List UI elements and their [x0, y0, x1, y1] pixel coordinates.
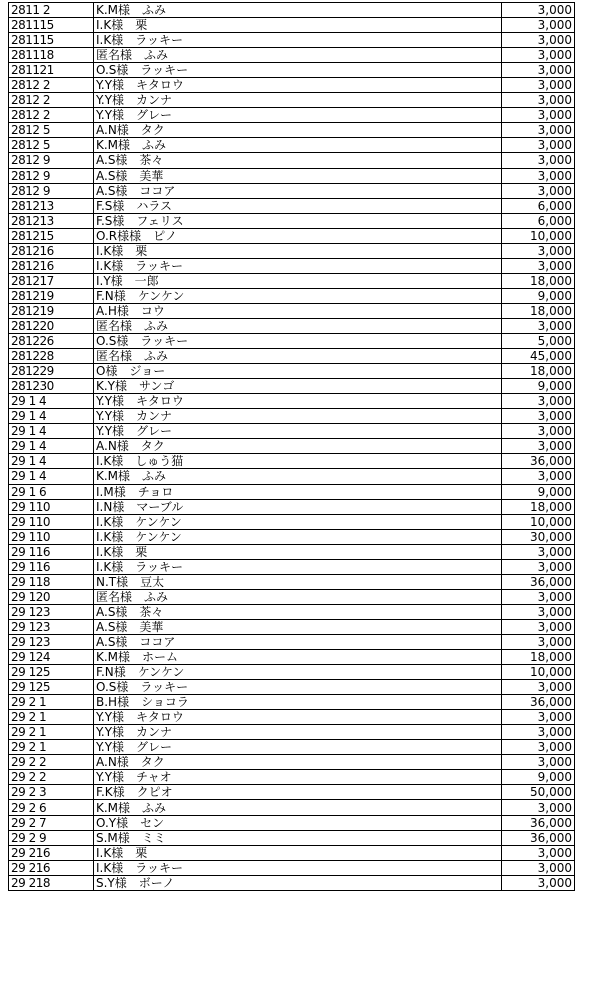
amount-cell: 36,000 [502, 454, 575, 469]
amount-cell: 3,000 [502, 755, 575, 770]
date-cell: 29 1 4 [9, 424, 94, 439]
table-row [9, 604, 575, 619]
table-row [9, 529, 575, 544]
name-cell: I.K様 ケンケン [94, 529, 502, 544]
amount-cell: 36,000 [502, 830, 575, 845]
table-row [9, 499, 575, 514]
amount-cell: 3,000 [502, 33, 575, 48]
date-cell: 281215 [9, 228, 94, 243]
date-cell: 29 123 [9, 634, 94, 649]
table-row [9, 619, 575, 634]
date-cell: 29 2 1 [9, 725, 94, 740]
table-row [9, 680, 575, 695]
date-cell: 29 2 2 [9, 770, 94, 785]
name-cell: A.S様 美華 [94, 168, 502, 183]
name-cell: I.K様 ラッキー [94, 33, 502, 48]
date-cell: 281226 [9, 334, 94, 349]
table-row [9, 589, 575, 604]
amount-cell: 3,000 [502, 48, 575, 63]
table-row [9, 695, 575, 710]
amount-cell: 3,000 [502, 544, 575, 559]
date-cell: 29 125 [9, 680, 94, 695]
date-cell: 29 2 1 [9, 740, 94, 755]
date-cell: 2812 2 [9, 108, 94, 123]
amount-cell: 18,000 [502, 364, 575, 379]
date-cell: 29 110 [9, 499, 94, 514]
name-cell: 匿名様 ふみ [94, 48, 502, 63]
date-cell: 281213 [9, 213, 94, 228]
table-row [9, 123, 575, 138]
date-cell: 2812 2 [9, 93, 94, 108]
amount-cell: 3,000 [502, 424, 575, 439]
name-cell: I.K様 しゅう猫 [94, 454, 502, 469]
date-cell: 281230 [9, 379, 94, 394]
date-cell: 2812 5 [9, 138, 94, 153]
amount-cell: 3,000 [502, 439, 575, 454]
amount-cell: 3,000 [502, 619, 575, 634]
amount-cell: 6,000 [502, 198, 575, 213]
date-cell: 29 2 9 [9, 830, 94, 845]
amount-cell: 3,000 [502, 680, 575, 695]
table-row [9, 740, 575, 755]
table-row [9, 273, 575, 288]
amount-cell: 3,000 [502, 78, 575, 93]
amount-cell: 50,000 [502, 785, 575, 800]
date-cell: 29 116 [9, 544, 94, 559]
table-row [9, 860, 575, 875]
name-cell: O.R様様 ピノ [94, 228, 502, 243]
name-cell: F.N様 ケンケン [94, 288, 502, 303]
name-cell: A.S様 ココア [94, 634, 502, 649]
table-row [9, 710, 575, 725]
amount-cell: 18,000 [502, 303, 575, 318]
name-cell: I.K様 栗 [94, 544, 502, 559]
table-row [9, 409, 575, 424]
name-cell: A.S様 茶々 [94, 604, 502, 619]
amount-cell: 3,000 [502, 409, 575, 424]
name-cell: F.K様 クピオ [94, 785, 502, 800]
amount-cell: 3,000 [502, 153, 575, 168]
name-cell: O様 ジョー [94, 364, 502, 379]
amount-cell: 9,000 [502, 379, 575, 394]
table-row [9, 634, 575, 649]
table-row [9, 815, 575, 830]
table-row [9, 755, 575, 770]
amount-cell: 9,000 [502, 770, 575, 785]
date-cell: 281118 [9, 48, 94, 63]
name-cell: K.M様 ふみ [94, 138, 502, 153]
amount-cell: 3,000 [502, 604, 575, 619]
date-cell: 29 1 4 [9, 469, 94, 484]
date-cell: 29 110 [9, 529, 94, 544]
name-cell: O.Y様 セン [94, 815, 502, 830]
table-row [9, 875, 575, 890]
donation-table [8, 2, 575, 891]
table-row [9, 198, 575, 213]
amount-cell: 3,000 [502, 800, 575, 815]
name-cell: 匿名様 ふみ [94, 589, 502, 604]
name-cell: O.S様 ラッキー [94, 334, 502, 349]
amount-cell: 3,000 [502, 108, 575, 123]
amount-cell: 36,000 [502, 815, 575, 830]
date-cell: 281115 [9, 18, 94, 33]
date-cell: 29 218 [9, 875, 94, 890]
date-cell: 29 125 [9, 665, 94, 680]
date-cell: 29 2 1 [9, 710, 94, 725]
amount-cell: 3,000 [502, 243, 575, 258]
date-cell: 2812 9 [9, 168, 94, 183]
amount-cell: 3,000 [502, 740, 575, 755]
amount-cell: 5,000 [502, 334, 575, 349]
name-cell: A.S様 茶々 [94, 153, 502, 168]
amount-cell: 3,000 [502, 710, 575, 725]
amount-cell: 3,000 [502, 63, 575, 78]
name-cell: F.N様 ケンケン [94, 665, 502, 680]
table-row [9, 439, 575, 454]
name-cell: I.K様 栗 [94, 243, 502, 258]
amount-cell: 10,000 [502, 228, 575, 243]
date-cell: 29 2 3 [9, 785, 94, 800]
amount-cell: 3,000 [502, 559, 575, 574]
date-cell: 29 118 [9, 574, 94, 589]
table-row [9, 138, 575, 153]
table-row [9, 770, 575, 785]
table-row [9, 349, 575, 364]
date-cell: 281216 [9, 243, 94, 258]
date-cell: 29 2 7 [9, 815, 94, 830]
name-cell: Y.Y様 チャオ [94, 770, 502, 785]
amount-cell: 36,000 [502, 574, 575, 589]
date-cell: 281115 [9, 33, 94, 48]
name-cell: Y.Y様 グレー [94, 740, 502, 755]
table-row [9, 574, 575, 589]
date-cell: 29 2 6 [9, 800, 94, 815]
amount-cell: 3,000 [502, 845, 575, 860]
table-row [9, 725, 575, 740]
date-cell: 29 123 [9, 604, 94, 619]
table-row [9, 830, 575, 845]
name-cell: Y.Y様 カンナ [94, 409, 502, 424]
date-cell: 29 124 [9, 650, 94, 665]
date-cell: 281220 [9, 318, 94, 333]
table-row [9, 3, 575, 18]
table-row [9, 108, 575, 123]
amount-cell: 18,000 [502, 650, 575, 665]
date-cell: 29 1 4 [9, 409, 94, 424]
table-row [9, 424, 575, 439]
date-cell: 281217 [9, 273, 94, 288]
table-row [9, 650, 575, 665]
name-cell: A.S様 美華 [94, 619, 502, 634]
name-cell: K.M様 ふみ [94, 3, 502, 18]
name-cell: A.N様 タク [94, 439, 502, 454]
table-row [9, 544, 575, 559]
name-cell: I.Y様 一郎 [94, 273, 502, 288]
date-cell: 281219 [9, 288, 94, 303]
name-cell: N.T様 豆太 [94, 574, 502, 589]
table-row [9, 845, 575, 860]
table-row [9, 183, 575, 198]
name-cell: I.K様 栗 [94, 18, 502, 33]
name-cell: Y.Y様 カンナ [94, 725, 502, 740]
table-row [9, 800, 575, 815]
donation-table-body [9, 3, 575, 891]
amount-cell: 18,000 [502, 273, 575, 288]
table-row [9, 33, 575, 48]
amount-cell: 36,000 [502, 695, 575, 710]
name-cell: I.N様 マーブル [94, 499, 502, 514]
amount-cell: 3,000 [502, 394, 575, 409]
name-cell: Y.Y様 キタロウ [94, 710, 502, 725]
table-row [9, 213, 575, 228]
date-cell: 2811 2 [9, 3, 94, 18]
table-row [9, 63, 575, 78]
name-cell: 匿名様 ふみ [94, 318, 502, 333]
amount-cell: 3,000 [502, 168, 575, 183]
table-row [9, 153, 575, 168]
date-cell: 29 120 [9, 589, 94, 604]
date-cell: 29 2 1 [9, 695, 94, 710]
table-row [9, 665, 575, 680]
name-cell: O.S様 ラッキー [94, 680, 502, 695]
name-cell: I.K様 ラッキー [94, 559, 502, 574]
amount-cell: 3,000 [502, 318, 575, 333]
table-row [9, 288, 575, 303]
date-cell: 29 216 [9, 845, 94, 860]
table-row [9, 559, 575, 574]
amount-cell: 30,000 [502, 529, 575, 544]
name-cell: F.S様 ハラス [94, 198, 502, 213]
table-row [9, 454, 575, 469]
table-row [9, 168, 575, 183]
name-cell: Y.Y様 キタロウ [94, 394, 502, 409]
table-row [9, 394, 575, 409]
table-row [9, 18, 575, 33]
amount-cell: 3,000 [502, 860, 575, 875]
date-cell: 29 110 [9, 514, 94, 529]
name-cell: K.M様 ホーム [94, 650, 502, 665]
date-cell: 29 1 6 [9, 484, 94, 499]
name-cell: I.K様 栗 [94, 845, 502, 860]
table-row [9, 379, 575, 394]
amount-cell: 3,000 [502, 3, 575, 18]
amount-cell: 3,000 [502, 93, 575, 108]
name-cell: S.Y様 ボーノ [94, 875, 502, 890]
date-cell: 29 216 [9, 860, 94, 875]
date-cell: 29 2 2 [9, 755, 94, 770]
table-row [9, 78, 575, 93]
name-cell: I.K様 ラッキー [94, 860, 502, 875]
name-cell: Y.Y様 グレー [94, 108, 502, 123]
amount-cell: 3,000 [502, 18, 575, 33]
date-cell: 2812 9 [9, 183, 94, 198]
date-cell: 29 1 4 [9, 439, 94, 454]
table-row [9, 785, 575, 800]
date-cell: 29 116 [9, 559, 94, 574]
table-row [9, 484, 575, 499]
amount-cell: 3,000 [502, 725, 575, 740]
table-row [9, 318, 575, 333]
name-cell: A.S様 ココア [94, 183, 502, 198]
date-cell: 29 123 [9, 619, 94, 634]
name-cell: K.M様 ふみ [94, 800, 502, 815]
table-row [9, 334, 575, 349]
date-cell: 281213 [9, 198, 94, 213]
amount-cell: 3,000 [502, 875, 575, 890]
table-row [9, 258, 575, 273]
amount-cell: 45,000 [502, 349, 575, 364]
name-cell: O.S様 ラッキー [94, 63, 502, 78]
amount-cell: 3,000 [502, 634, 575, 649]
table-row [9, 514, 575, 529]
name-cell: Y.Y様 キタロウ [94, 78, 502, 93]
amount-cell: 9,000 [502, 288, 575, 303]
date-cell: 281216 [9, 258, 94, 273]
table-row [9, 469, 575, 484]
table-row [9, 228, 575, 243]
name-cell: 匿名様 ふみ [94, 349, 502, 364]
name-cell: I.M様 チョロ [94, 484, 502, 499]
table-row [9, 93, 575, 108]
name-cell: A.N様 タク [94, 123, 502, 138]
table-row [9, 303, 575, 318]
date-cell: 29 1 4 [9, 394, 94, 409]
date-cell: 2812 2 [9, 78, 94, 93]
date-cell: 281121 [9, 63, 94, 78]
name-cell: K.M様 ふみ [94, 469, 502, 484]
date-cell: 281229 [9, 364, 94, 379]
amount-cell: 3,000 [502, 258, 575, 273]
amount-cell: 18,000 [502, 499, 575, 514]
name-cell: Y.Y様 カンナ [94, 93, 502, 108]
date-cell: 2812 5 [9, 123, 94, 138]
name-cell: A.H様 コウ [94, 303, 502, 318]
name-cell: Y.Y様 グレー [94, 424, 502, 439]
name-cell: K.Y様 サンゴ [94, 379, 502, 394]
amount-cell: 3,000 [502, 469, 575, 484]
name-cell: F.S様 フェリス [94, 213, 502, 228]
date-cell: 281219 [9, 303, 94, 318]
name-cell: B.H様 ショコラ [94, 695, 502, 710]
name-cell: I.K様 ラッキー [94, 258, 502, 273]
date-cell: 2812 9 [9, 153, 94, 168]
amount-cell: 9,000 [502, 484, 575, 499]
date-cell: 29 1 4 [9, 454, 94, 469]
amount-cell: 3,000 [502, 589, 575, 604]
amount-cell: 10,000 [502, 514, 575, 529]
name-cell: I.K様 ケンケン [94, 514, 502, 529]
table-row [9, 48, 575, 63]
amount-cell: 6,000 [502, 213, 575, 228]
name-cell: S.M様 ミミ [94, 830, 502, 845]
amount-cell: 10,000 [502, 665, 575, 680]
table-row [9, 243, 575, 258]
amount-cell: 3,000 [502, 183, 575, 198]
amount-cell: 3,000 [502, 123, 575, 138]
date-cell: 281228 [9, 349, 94, 364]
table-row [9, 364, 575, 379]
name-cell: A.N様 タク [94, 755, 502, 770]
amount-cell: 3,000 [502, 138, 575, 153]
